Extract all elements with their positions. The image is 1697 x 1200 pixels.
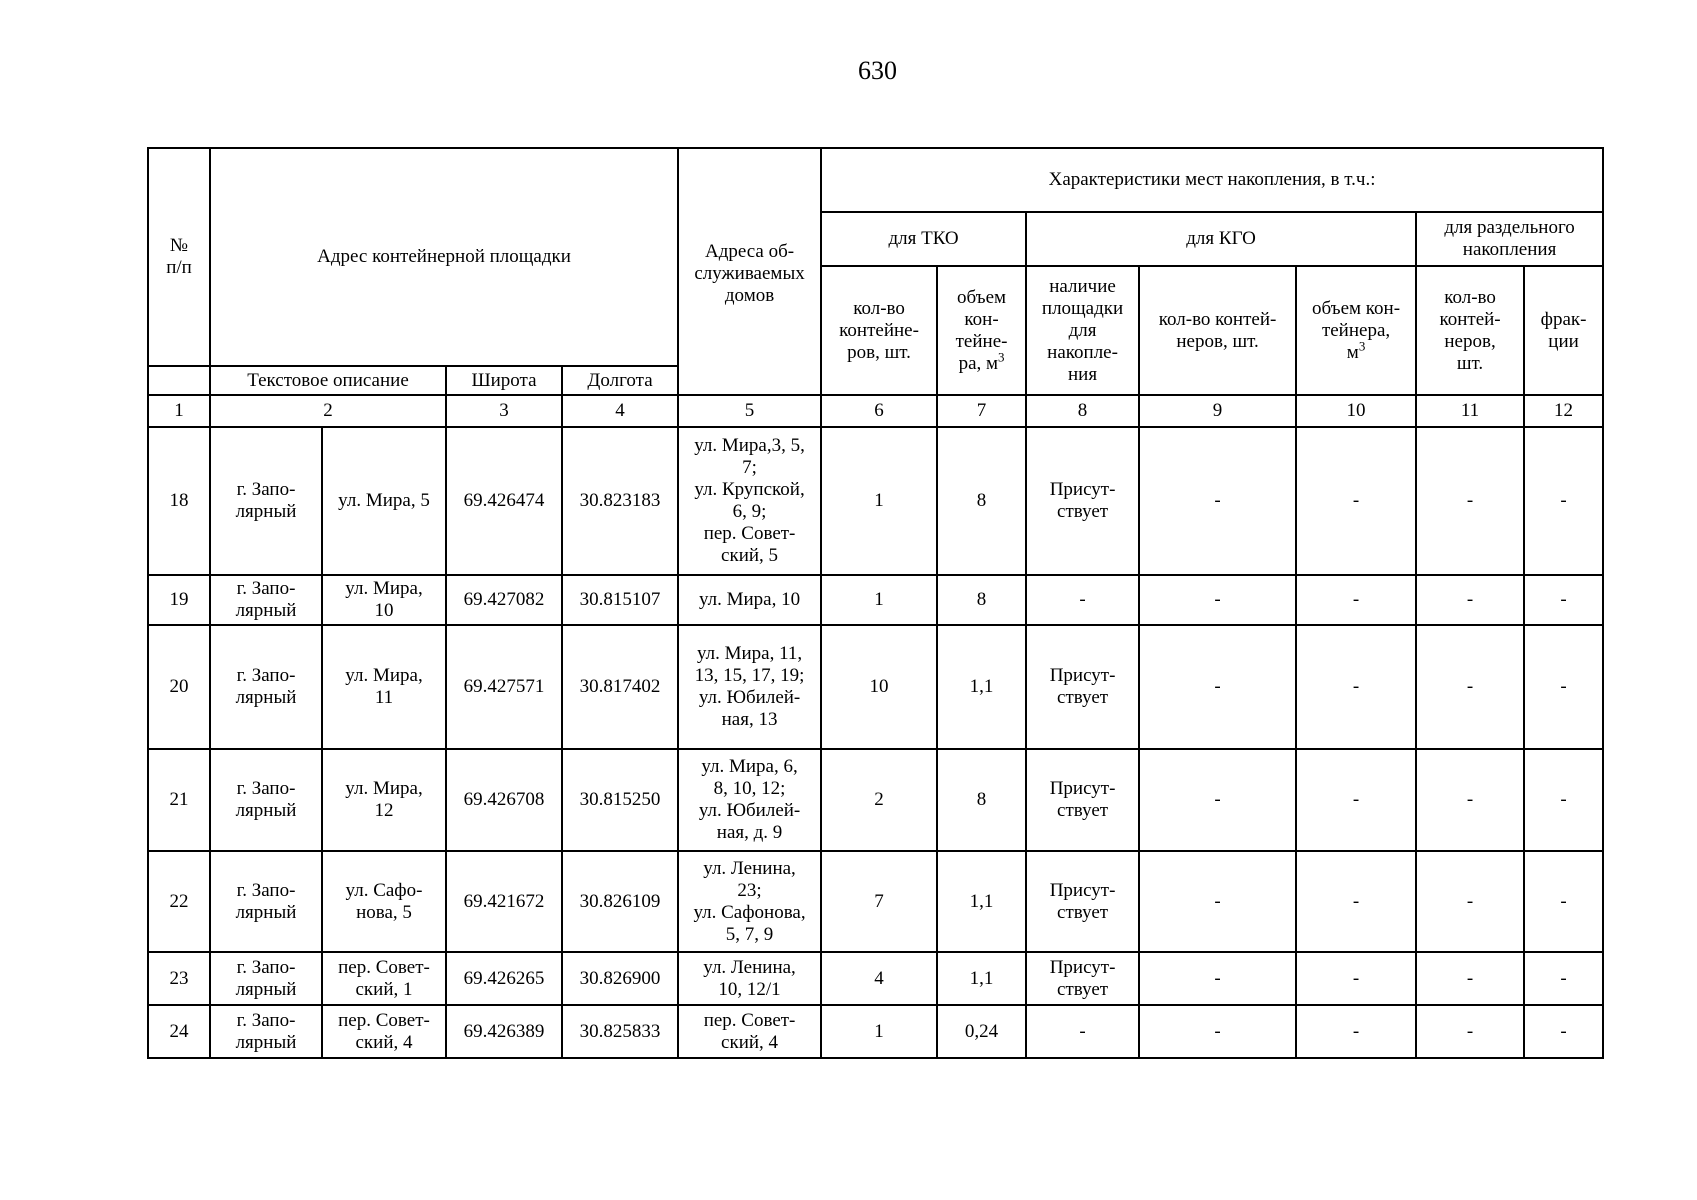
kgo-count-cell: - [1139, 575, 1296, 625]
tko-count-cell: 1 [821, 427, 937, 575]
colnum-12: 12 [1524, 395, 1603, 427]
header-col6: кол-во контейне- ров, шт. [821, 266, 937, 395]
latitude-cell: 69.426389 [446, 1005, 562, 1058]
houses-cell: ул. Мира,3, 5, 7; ул. Крупской, 6, 9; пер. Совет- ский, 5 [678, 427, 821, 575]
colnum-6: 6 [821, 395, 937, 427]
kgo-count-cell: - [1139, 427, 1296, 575]
separate-fraction-cell: - [1524, 851, 1603, 952]
separate-fraction-cell: - [1524, 952, 1603, 1005]
separate-count-cell: - [1416, 1005, 1524, 1058]
tko-count-cell: 1 [821, 575, 937, 625]
row-number: 23 [148, 952, 210, 1005]
tko-volume-cell: 1,1 [937, 625, 1026, 749]
street-cell: ул. Мира, 12 [322, 749, 446, 851]
kgo-count-cell: - [1139, 749, 1296, 851]
separate-fraction-cell: - [1524, 749, 1603, 851]
street-cell: ул. Мира, 11 [322, 625, 446, 749]
row-number: 19 [148, 575, 210, 625]
separate-count-cell: - [1416, 427, 1524, 575]
tko-count-cell: 1 [821, 1005, 937, 1058]
latitude-cell: 69.427571 [446, 625, 562, 749]
header-characteristics: Характеристики мест накопления, в т.ч.: [821, 148, 1603, 212]
table-row [148, 749, 1603, 851]
colnum-5: 5 [678, 395, 821, 427]
tko-volume-cell: 1,1 [937, 851, 1026, 952]
separate-count-cell: - [1416, 749, 1524, 851]
kgo-count-cell: - [1139, 625, 1296, 749]
kgo-volume-cell: - [1296, 575, 1416, 625]
table-row [148, 952, 1603, 1005]
houses-cell: ул. Ленина, 23; ул. Сафонова, 5, 7, 9 [678, 851, 821, 952]
city-cell: г. Запо- лярный [210, 851, 322, 952]
colnum-1: 1 [148, 395, 210, 427]
header-num-filler [148, 366, 210, 395]
kgo-site-cell: Присут- ствует [1026, 952, 1139, 1005]
colnum-9: 9 [1139, 395, 1296, 427]
header-col12: фрак- ции [1524, 266, 1603, 395]
separate-count-cell: - [1416, 575, 1524, 625]
longitude-cell: 30.826109 [562, 851, 678, 952]
city-cell: г. Запо- лярный [210, 749, 322, 851]
longitude-cell: 30.815107 [562, 575, 678, 625]
kgo-volume-cell: - [1296, 952, 1416, 1005]
kgo-volume-cell: - [1296, 749, 1416, 851]
table-header [148, 148, 1603, 427]
row-number: 18 [148, 427, 210, 575]
table-row [148, 575, 1603, 625]
header-tko: для ТКО [821, 212, 1026, 266]
kgo-site-cell: Присут- ствует [1026, 851, 1139, 952]
row-number: 24 [148, 1005, 210, 1058]
tko-volume-cell: 1,1 [937, 952, 1026, 1005]
tko-count-cell: 2 [821, 749, 937, 851]
street-cell: пер. Совет- ский, 1 [322, 952, 446, 1005]
header-col7: объем кон- тейне- ра, $м^3$ [937, 266, 1026, 395]
row-number: 21 [148, 749, 210, 851]
street-cell: ул. Мира, 10 [322, 575, 446, 625]
longitude-cell: 30.825833 [562, 1005, 678, 1058]
kgo-volume-cell: - [1296, 1005, 1416, 1058]
kgo-site-cell: Присут- ствует [1026, 749, 1139, 851]
header-served-houses: Адреса об- служиваемых домов [678, 148, 821, 395]
colnum-8: 8 [1026, 395, 1139, 427]
colnum-11: 11 [1416, 395, 1524, 427]
tko-count-cell: 7 [821, 851, 937, 952]
header-latitude: Широта [446, 366, 562, 395]
tko-count-cell: 10 [821, 625, 937, 749]
kgo-site-cell: - [1026, 575, 1139, 625]
separate-fraction-cell: - [1524, 1005, 1603, 1058]
street-cell: ул. Мира, 5 [322, 427, 446, 575]
row-number: 20 [148, 625, 210, 749]
city-cell: г. Запо- лярный [210, 952, 322, 1005]
header-col8: наличие площадки для накопле- ния [1026, 266, 1139, 395]
city-cell: г. Запо- лярный [210, 625, 322, 749]
colnum-10: 10 [1296, 395, 1416, 427]
table-row [148, 625, 1603, 749]
header-col11: кол-во контей- неров, шт. [1416, 266, 1524, 395]
header-longitude: Долгота [562, 366, 678, 395]
city-cell: г. Запо- лярный [210, 1005, 322, 1058]
tko-count-cell: 4 [821, 952, 937, 1005]
header-kgo: для КГО [1026, 212, 1416, 266]
header-col10: объем кон- тейнера, $м^3$ [1296, 266, 1416, 395]
kgo-count-cell: - [1139, 851, 1296, 952]
header-address-group: Адрес контейнерной площадки [210, 148, 678, 366]
table-row [148, 1005, 1603, 1058]
colnum-4: 4 [562, 395, 678, 427]
kgo-count-cell: - [1139, 952, 1296, 1005]
header-col9: кол-во контей- неров, шт. [1139, 266, 1296, 395]
longitude-cell: 30.823183 [562, 427, 678, 575]
tko-volume-cell: 8 [937, 427, 1026, 575]
houses-cell: ул. Ленина, 10, 12/1 [678, 952, 821, 1005]
houses-cell: пер. Совет- ский, 4 [678, 1005, 821, 1058]
separate-fraction-cell: - [1524, 427, 1603, 575]
separate-count-cell: - [1416, 952, 1524, 1005]
longitude-cell: 30.815250 [562, 749, 678, 851]
page-number: 630 [858, 56, 897, 85]
separate-count-cell: - [1416, 625, 1524, 749]
latitude-cell: 69.421672 [446, 851, 562, 952]
longitude-cell: 30.817402 [562, 625, 678, 749]
longitude-cell: 30.826900 [562, 952, 678, 1005]
header-text-description: Текстовое описание [210, 366, 446, 395]
row-number: 22 [148, 851, 210, 952]
table-row [148, 427, 1603, 575]
kgo-volume-cell: - [1296, 625, 1416, 749]
street-cell: пер. Совет- ский, 4 [322, 1005, 446, 1058]
colnum-3: 3 [446, 395, 562, 427]
colnum-7: 7 [937, 395, 1026, 427]
latitude-cell: 69.426474 [446, 427, 562, 575]
kgo-site-cell: - [1026, 1005, 1139, 1058]
kgo-count-cell: - [1139, 1005, 1296, 1058]
houses-cell: ул. Мира, 11, 13, 15, 17, 19; ул. Юбилей- ная, 13 [678, 625, 821, 749]
kgo-site-cell: Присут- ствует [1026, 427, 1139, 575]
tko-volume-cell: 8 [937, 749, 1026, 851]
houses-cell: ул. Мира, 6, 8, 10, 12; ул. Юбилей- ная, д. 9 [678, 749, 821, 851]
tko-volume-cell: 0,24 [937, 1005, 1026, 1058]
header-separate: для раздельного накопления [1416, 212, 1603, 266]
separate-fraction-cell: - [1524, 625, 1603, 749]
latitude-cell: 69.427082 [446, 575, 562, 625]
container-sites-table [147, 147, 1604, 1059]
latitude-cell: 69.426708 [446, 749, 562, 851]
separate-count-cell: - [1416, 851, 1524, 952]
colnum-2: 2 [210, 395, 446, 427]
kgo-volume-cell: - [1296, 851, 1416, 952]
kgo-site-cell: Присут- ствует [1026, 625, 1139, 749]
latitude-cell: 69.426265 [446, 952, 562, 1005]
city-cell: г. Запо- лярный [210, 575, 322, 625]
houses-cell: ул. Мира, 10 [678, 575, 821, 625]
street-cell: ул. Сафо- нова, 5 [322, 851, 446, 952]
header-num: № п/п [148, 148, 210, 366]
tko-volume-cell: 8 [937, 575, 1026, 625]
table-body [148, 427, 1603, 1058]
table-row [148, 851, 1603, 952]
kgo-volume-cell: - [1296, 427, 1416, 575]
city-cell: г. Запо- лярный [210, 427, 322, 575]
separate-fraction-cell: - [1524, 575, 1603, 625]
